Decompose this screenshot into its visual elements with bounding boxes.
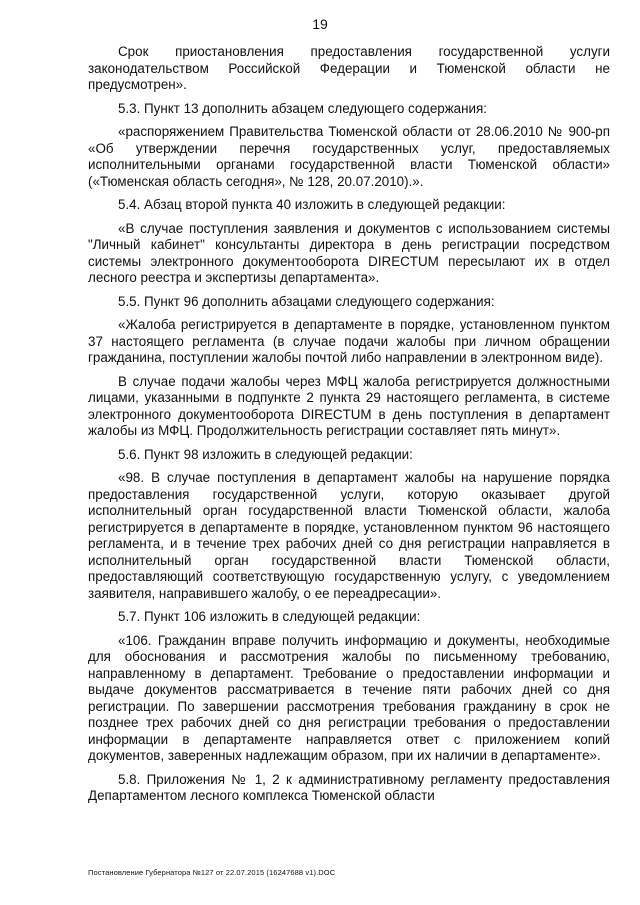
paragraph-continuation: Срок приостановления предоставления государственной услуги законодательством Российской Федерации и Тюменской области не предусмотрен». [88,44,610,92]
paragraph-5-3-heading: 5.3. Пункт 13 дополнить абзацем следующего содержания: [118,100,487,116]
paragraph-5-7-text: «106. Гражданин вправе получить информацию и документы, необходимые для обоснования и рассмотрения жалобы по письменному требованию, направленному в департамент. Требование о предоставлении информации и выдаче документов рассматривается в течение пяти рабочих дней со дня регистрации. По завершении рассмотрения требования гражданину в срок не позднее трех рабочих дней со дня регистрации требования о предоставлении информации в департаменте направляется ответ с приложением копий документов, заверенных надлежащим образом, при их наличии в департаменте». [88,632,610,763]
paragraph-5-3-text: «распоряжением Правительства Тюменской области от 28.06.2010 № 900-рп «Об утверждении перечня государственных услуг, предоставляемых исполнительными органами государственной власти Тюменской области» («Тюменская область сегодня», № 128, 20.07.2010).». [88,124,610,189]
paragraph-5-4-text: «В случае поступления заявления и документов с использованием системы "Личный кабинет" консультанты директора в день регистрации посредством системы электронного документооборота DIRECTUM пересылают их в отдел лесного реестра и экспертизы департамента». [88,220,610,285]
paragraph-5-6-heading: 5.6. Пункт 98 изложить в следующей редакции: [118,446,413,462]
paragraph-5-5-heading: 5.5. Пункт 96 дополнить абзацами следующего содержания: [118,293,495,309]
paragraph-5-6-text: «98. В случае поступления в департамент жалобы на нарушение порядка предоставления государственной услуги, которую оказывает другой исполнительный орган государственной власти Тюменской области, жалоба регистрируется в департаменте в порядке, установленном пунктом 96 настоящего регламента, и в течение трех рабочих дней со дня регистрации направляется в исполнительный орган государственной власти Тюменской области, предоставляющий соответствующую государственную услугу, с уведомлением заявителя, направившего жалобу, о ее переадресации». [88,470,610,601]
paragraph-5-7-heading: 5.7. Пункт 106 изложить в следующей редакции: [118,609,421,624]
document-body [88,44,610,812]
paragraph-5-5-text-2: В случае подачи жалобы через МФЦ жалоба регистрируется должностными лицами, указанными в подпункте 2 пункта 29 настоящего регламента, в системе электронного документооборота DIRECTUM в день поступления в департамент жалобы из МФЦ. Продолжительность регистрации составляет пять минут». [88,373,610,438]
page-number: 19 [312,16,328,32]
paragraph-5-4-heading: 5.4. Абзац второй пункта 40 изложить в следующей редакции: [118,197,506,212]
paragraph-5-8-text: 5.8. Приложения № 1, 2 к административному регламенту предоставления Департаментом лесного комплекса Тюменской области [88,771,610,803]
paragraph-5-5-text-1: «Жалоба регистрируется в департаменте в порядке, установленном пунктом 37 настоящего регламента (в случае подачи жалобы при личном обращении гражданина, поступлении жалобы почтой либо направлении в электронном виде). [88,317,610,365]
document-footer: Постановление Губернатора №127 от 22.07.2015 (16247688 v1).DOC [88,868,336,877]
